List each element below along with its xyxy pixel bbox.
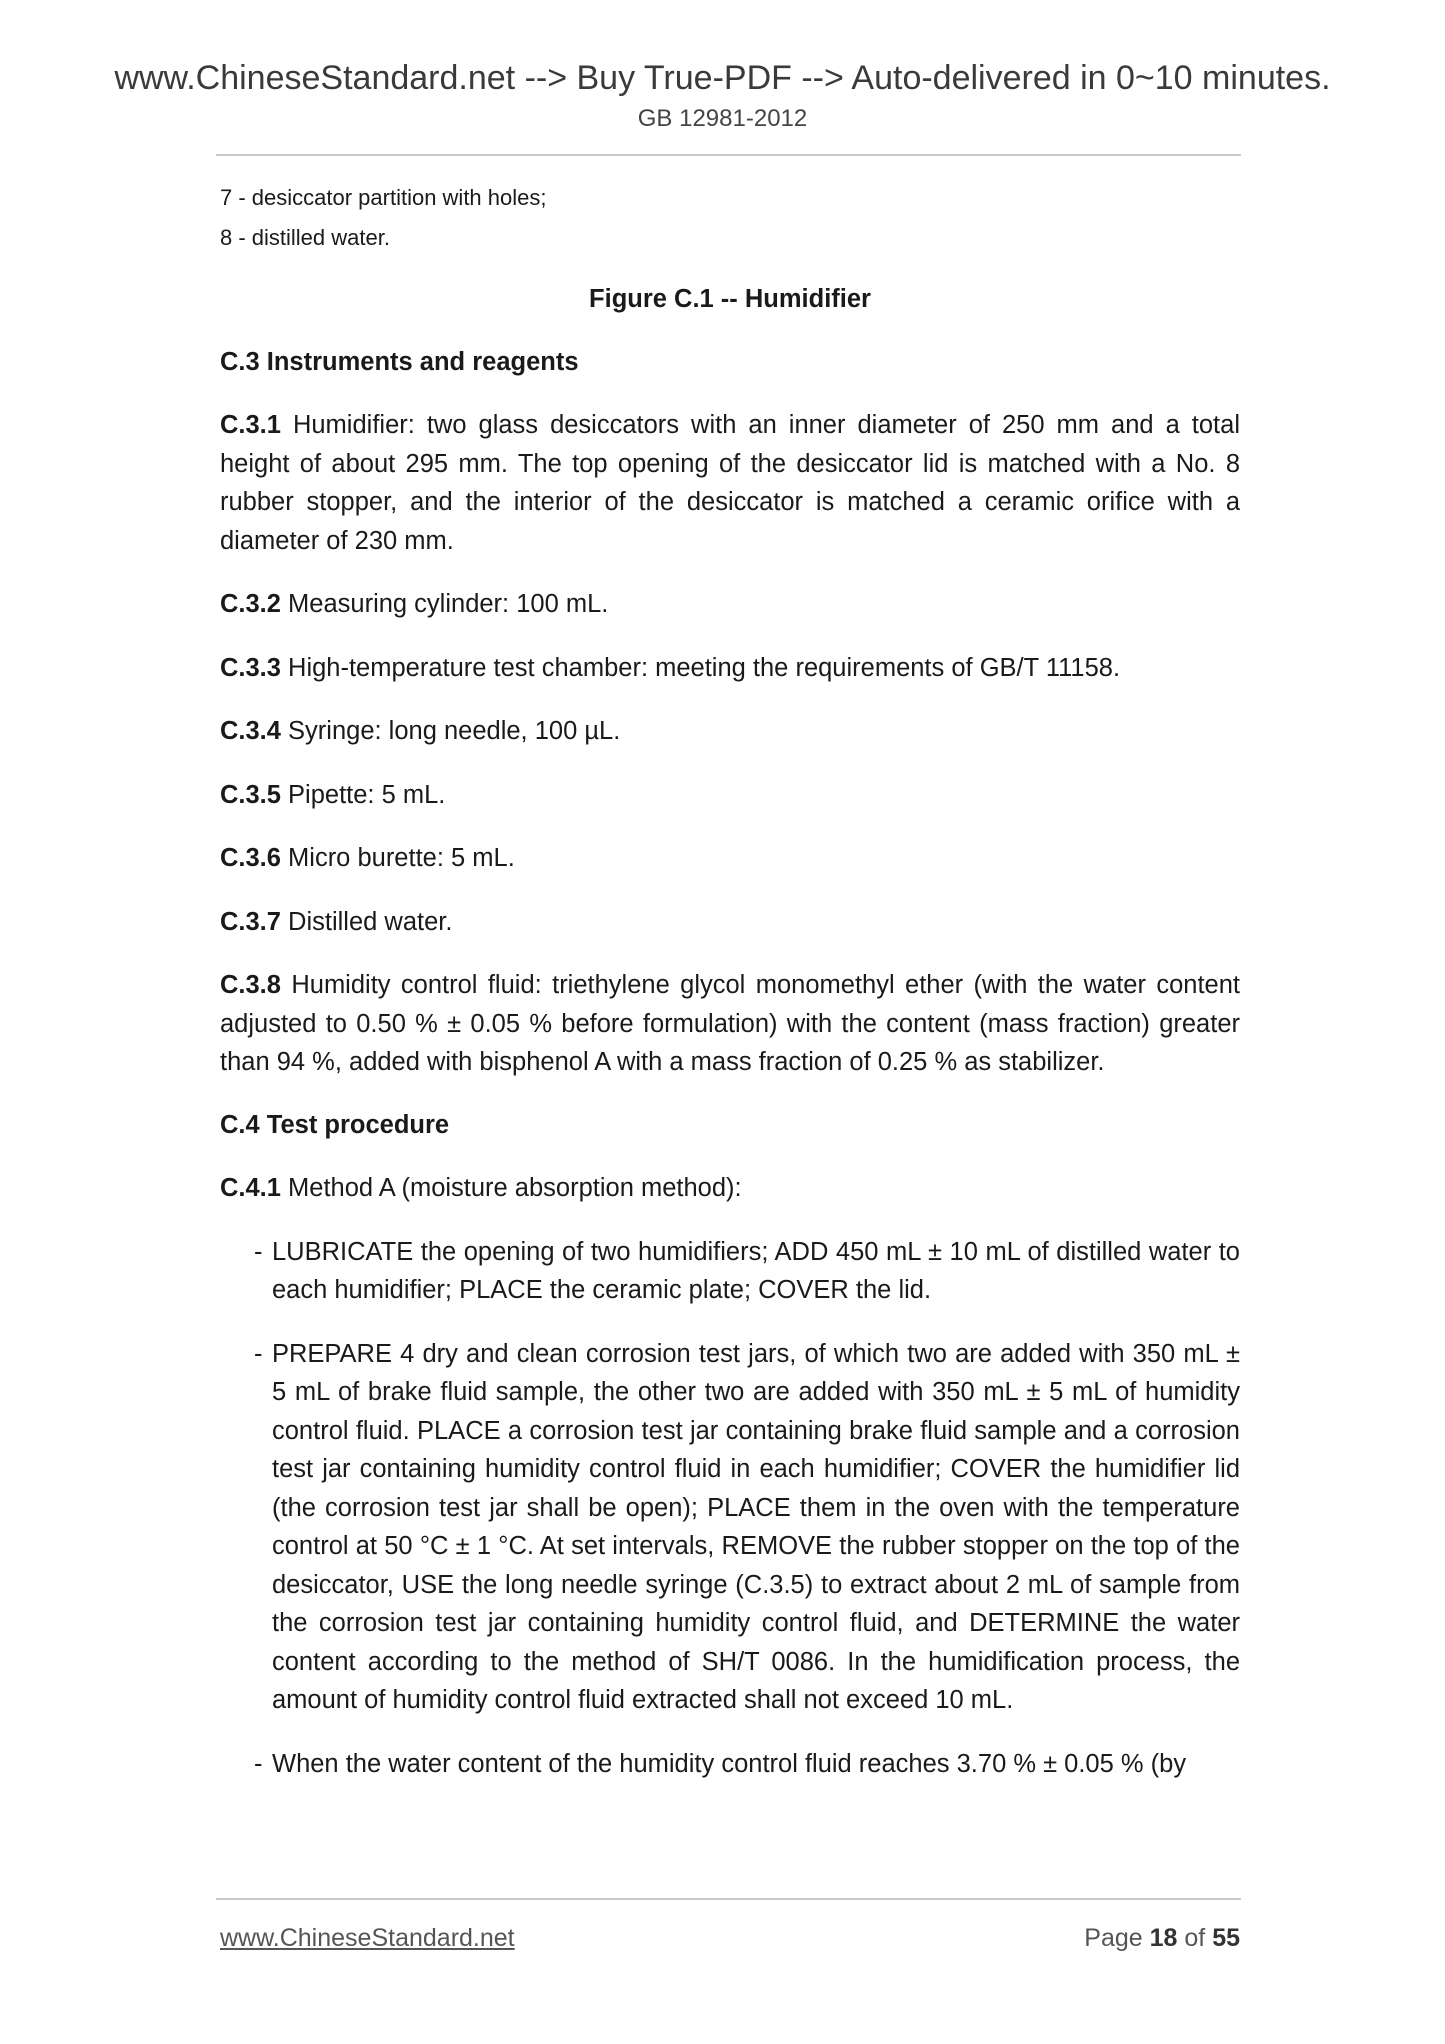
legend-item: 7 - desiccator partition with holes;: [220, 185, 547, 210]
clause-c3-6: [220, 839, 1240, 878]
clause-text: Humidity control fluid: triethylene glycol monomethyl ether (with the water content adjusted to 0.50 % ± 0.05 % before formulation) with the content (mass fraction) greater than 94 %, added with bisphenol A with a mass fraction of 0.25 % as stabilizer.: [220, 971, 1240, 1076]
clause-number: C.3.3: [220, 653, 281, 682]
clause-number: C.3.4: [220, 717, 281, 745]
page-total: 55: [1212, 1924, 1240, 1952]
clause-text: Method A (moisture absorption method):: [280, 1174, 742, 1202]
page-current: 18: [1149, 1924, 1178, 1952]
page-prefix: Page: [1084, 1924, 1150, 1952]
section-heading-c3: C.3 Instruments and reagents: [220, 347, 579, 376]
banner-text: www.ChineseStandard.net --> Buy True-PDF --> Auto-delivered in 0~10 minutes.: [114, 59, 1331, 97]
step-text: LUBRICATE the opening of two humidifiers; ADD 450 mL ± 10 mL of distilled water to each humidifier; PLACE the ceramic plate; COVER the lid.: [272, 1237, 1240, 1304]
page-body: [220, 178, 1240, 1783]
clause-number: C.3.7: [220, 907, 281, 936]
clause-number: C.4.1: [220, 1174, 281, 1202]
legend-item: 8 - distilled water.: [220, 225, 390, 250]
clause-number: C.3.5: [220, 780, 281, 809]
section-heading-c4: C.4 Test procedure: [220, 1110, 450, 1139]
clause-text: Syringe: long needle, 100 µL.: [280, 717, 621, 745]
clause-text: Measuring cylinder: 100 mL.: [280, 590, 609, 618]
header-divider: [216, 154, 1241, 156]
clause-text: Micro burette: 5 mL.: [280, 844, 515, 872]
step-text: PREPARE 4 dry and clean corrosion test jars, of which two are added with 350 mL ± 5 mL of brake fluid sample, the other two are added with 350 mL ± 5 mL of humidity control fluid. PLACE a corrosion test jar containing brake fluid sample and a corrosion test jar containing humidity control fluid in each humidifier; COVER the humidifier lid (the corrosion test jar shall be open); PLACE them in the oven with the temperature control at 50 °C ± 1 °C. At set intervals, REMOVE the rubber stopper on the top of the desiccator, USE the long needle syringe (C.3.5) to extract about 2 mL of sample from the corrosion test jar containing humidity control fluid, and DETERMINE the water content according to the method of SH/T 0086. In the humidification process, the amount of humidity control fluid extracted shall not exceed 10 mL.: [272, 1339, 1240, 1714]
footer-divider: [216, 1898, 1241, 1900]
clause-c3-7: [220, 903, 1240, 942]
step-text: When the water content of the humidity control fluid reaches 3.70 % ± 0.05 % (by: [272, 1749, 1187, 1778]
figure-caption: Figure C.1 -- Humidifier: [589, 285, 871, 313]
clause-c3-3: [220, 649, 1240, 688]
page-of: of: [1177, 1924, 1213, 1952]
footer-website-link[interactable]: www.ChineseStandard.net: [220, 1924, 515, 1952]
step-marker: -: [254, 1339, 263, 1368]
clause-text: Pipette: 5 mL.: [280, 780, 446, 809]
document-number: GB 12981-2012: [637, 105, 808, 132]
clause-number: C.3.2: [220, 590, 281, 618]
procedure-step: [220, 1233, 1240, 1310]
clause-c3-8: [220, 966, 1240, 1082]
page-indicator: [1084, 1922, 1240, 1954]
clause-number: C.3.6: [220, 844, 281, 872]
procedure-step: [220, 1745, 1240, 1784]
procedure-step: [220, 1335, 1240, 1720]
clause-c3-5: [220, 776, 1240, 815]
clause-number: C.3.8: [220, 971, 281, 999]
clause-c3-4: [220, 712, 1240, 751]
step-marker: -: [254, 1237, 263, 1266]
clause-number: C.3.1: [220, 411, 281, 439]
clause-text: High-temperature test chamber: meeting the requirements of GB/T 11158.: [280, 653, 1121, 682]
clause-text: Humidifier: two glass desiccators with an inner diameter of 250 mm and a total height of about 295 mm. The top opening of the desiccator lid is matched with a No. 8 rubber stopper, and the interior of the desiccator is matched a ceramic orifice with a diameter of 230 mm.: [220, 411, 1240, 555]
clause-c4-1: [220, 1169, 1240, 1208]
clause-text: Distilled water.: [280, 907, 453, 936]
step-marker: -: [254, 1749, 263, 1778]
clause-c3-1: [220, 406, 1240, 560]
clause-c3-2: [220, 585, 1240, 624]
